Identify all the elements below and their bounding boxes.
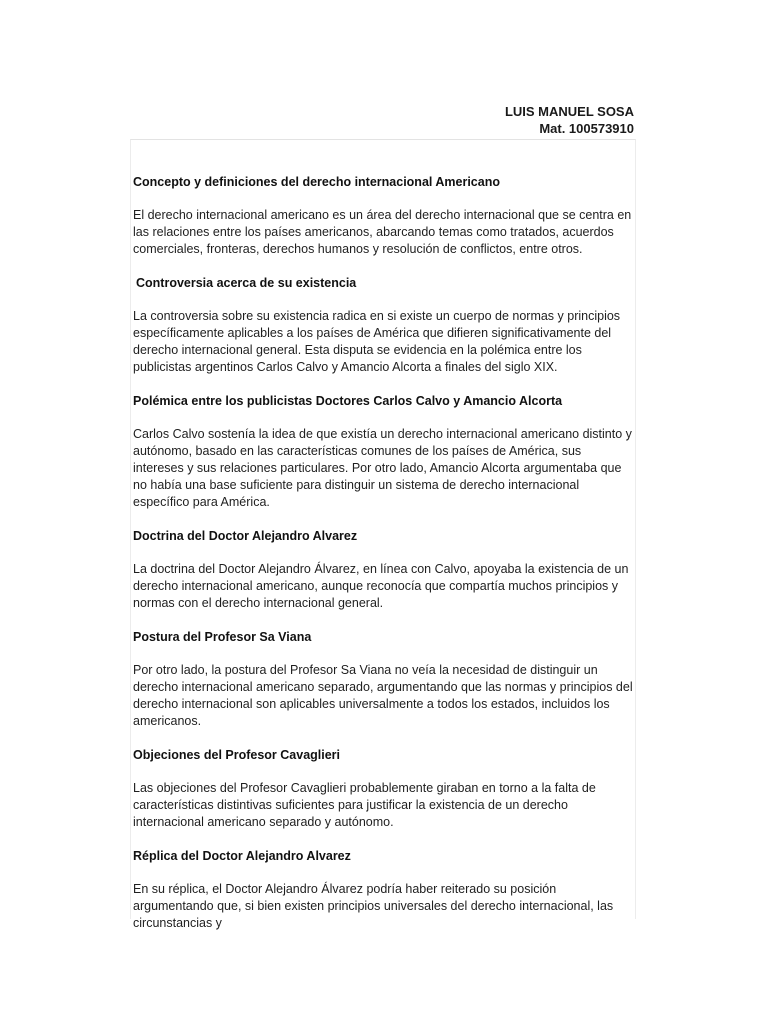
section-heading: Réplica del Doctor Alejandro Alvarez <box>133 849 351 863</box>
document-body <box>133 174 635 949</box>
section-paragraph: Carlos Calvo sostenía la idea de que existía un derecho internacional americano distinto y autónomo, basado en las características comunes de los países de América, sus intereses y sus relaciones particulares. Por otro lado, Amancio Alcorta argumentaba que no había una base suficiente para distinguir un sistema de derecho internacional específico para América. <box>133 427 632 509</box>
section-postura-sa-viana <box>133 629 635 730</box>
section-heading: Controversia acerca de su existencia <box>136 276 357 290</box>
section-paragraph: La controversia sobre su existencia radica en si existe un cuerpo de normas y principios específicamente aplicables a los países de América que difieren significativamente del derecho internacional general. Esta disputa se evidencia en la polémica entre los publicistas argentinos Carlos Calvo y Amancio Alcorta a finales del siglo XIX. <box>133 309 621 374</box>
section-polemica <box>133 393 635 511</box>
section-heading: Objeciones del Profesor Cavaglieri <box>133 748 341 762</box>
section-objeciones-cavaglieri <box>133 747 635 831</box>
section-paragraph: El derecho internacional americano es un área del derecho internacional que se centra en las relaciones entre los países americanos, abarcando temas como tratados, acuerdos comerciales, fronteras, derechos humanos y resolución de conflictos, entre otros. <box>133 208 632 256</box>
section-heading: Polémica entre los publicistas Doctores Carlos Calvo y Amancio Alcorta <box>133 394 563 408</box>
section-replica-alvarez <box>133 848 635 932</box>
section-controversia <box>133 275 635 376</box>
section-paragraph: Las objeciones del Profesor Cavaglieri probablemente giraban en torno a la falta de características distintivas suficientes para justificar la existencia de un derecho internacional americano separado y autónomo. <box>133 781 596 829</box>
author-block <box>505 103 634 137</box>
author-name: LUIS MANUEL SOSA <box>504 104 634 119</box>
section-heading: Doctrina del Doctor Alejandro Alvarez <box>133 529 358 543</box>
section-concepto <box>133 174 635 258</box>
author-mat: Mat. 100573910 <box>539 121 634 136</box>
section-paragraph: En su réplica, el Doctor Alejandro Álvarez podría haber reiterado su posición argumentando que, si bien existen principios universales del derecho internacional, las circunstancias y <box>133 882 614 930</box>
section-paragraph: Por otro lado, la postura del Profesor Sa Viana no veía la necesidad de distinguir un derecho internacional americano separado, argumentando que las normas y principios del derecho internacional son aplicables universalmente a todos los estados, incluidos los americanos. <box>133 663 633 728</box>
section-doctrina-alvarez <box>133 528 635 612</box>
section-heading: Concepto y definiciones del derecho internacional Americano <box>133 175 500 189</box>
section-heading: Postura del Profesor Sa Viana <box>133 630 312 644</box>
section-paragraph: La doctrina del Doctor Alejandro Álvarez, en línea con Calvo, apoyaba la existencia de un derecho internacional americano, aunque reconocía que compartía muchos principios y normas con el derecho internacional general. <box>133 562 629 610</box>
